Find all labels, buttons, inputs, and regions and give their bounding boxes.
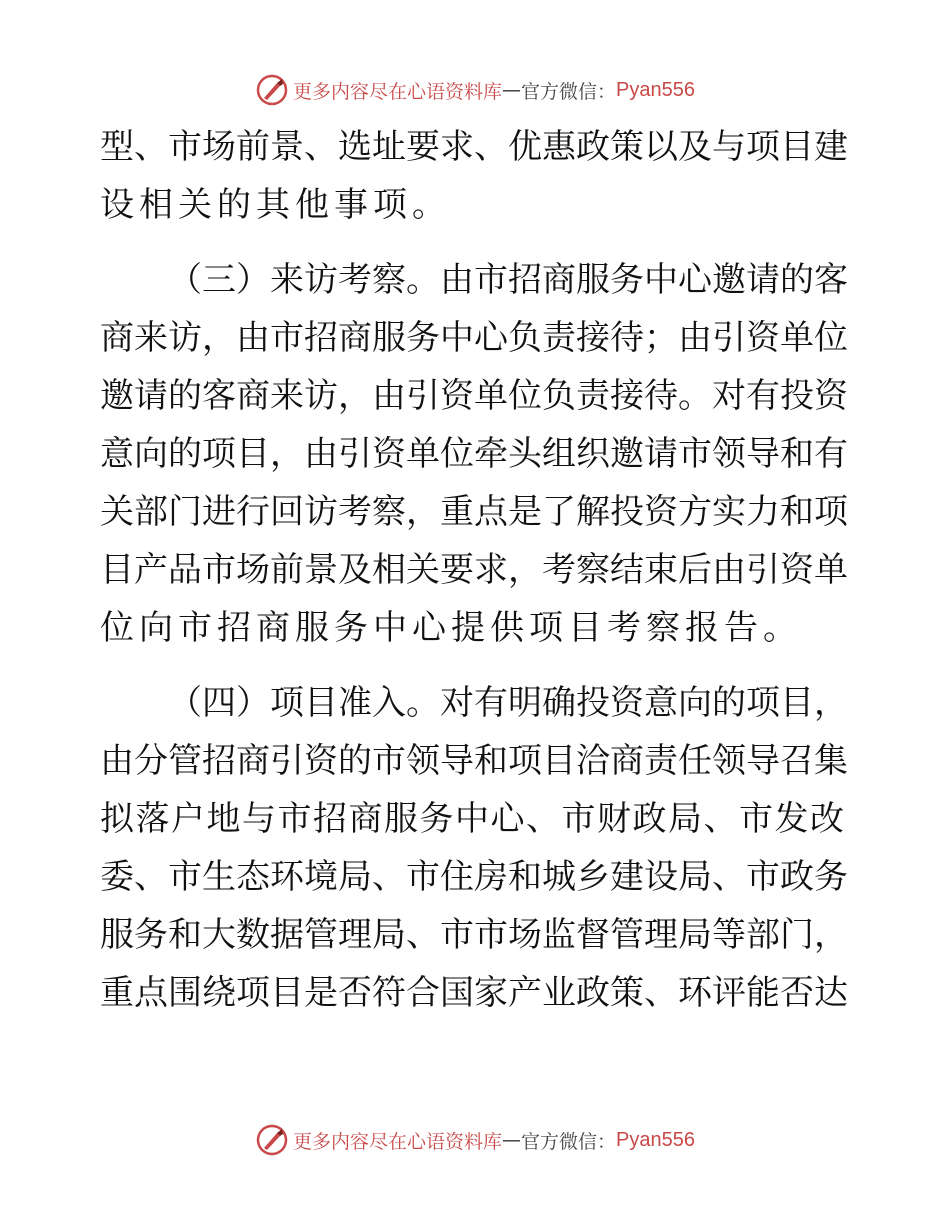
paragraph-project-access xyxy=(100,674,850,1022)
text-line: 商来访，由市招商服务中心负责接待；由引资单位 xyxy=(100,318,848,358)
watermark-dash: — xyxy=(502,79,522,101)
watermark-text: 更多内容尽在心语资料库 xyxy=(293,1130,503,1153)
quill-pen-logo-icon xyxy=(255,73,289,107)
text-line: 由分管招商引资的市领导和项目洽商责任领导召集 xyxy=(100,741,848,781)
paragraph-continuation xyxy=(100,118,850,234)
paragraph-visit-inspection xyxy=(100,251,850,657)
text-line: （四）项目准入。对有明确投资意向的项目， xyxy=(168,683,848,723)
text-line: 型、市场前景、选址要求、优惠政策以及与项目建 xyxy=(100,127,848,167)
text-line: 意向的项目，由引资单位牵头组织邀请市领导和有 xyxy=(100,434,848,474)
header-watermark xyxy=(0,73,950,107)
text-line: 服务和大数据管理局、市市场监督管理局等部门， xyxy=(100,915,848,955)
quill-pen-logo-icon xyxy=(255,1123,289,1157)
text-line: 重点围绕项目是否符合国家产业政策、环评能否达 xyxy=(100,973,848,1013)
watermark-label: 官方微信： xyxy=(521,80,617,103)
text-line: 拟落户地与市招商服务中心、市财政局、市发改 xyxy=(100,799,846,839)
text-line: 邀请的客商来访，由引资单位负责接待。对有投资 xyxy=(100,376,848,416)
text-line: 委、市生态环境局、市住房和城乡建设局、市政务 xyxy=(100,857,848,897)
text-line: 关部门进行回访考察，重点是了解投资方实力和项 xyxy=(100,492,848,532)
watermark-text: 更多内容尽在心语资料库 xyxy=(293,80,503,103)
text-line: （三）来访考察。由市招商服务中心邀请的客 xyxy=(168,260,848,300)
watermark-wechat-id: Pyan556 xyxy=(616,78,695,101)
text-line: 位向市招商服务中心提供项目考察报告。 xyxy=(100,608,802,648)
text-line: 设相关的其他事项。 xyxy=(100,185,451,225)
footer-watermark xyxy=(0,1123,950,1157)
watermark-wechat-id: Pyan556 xyxy=(616,1128,695,1151)
watermark-label: 官方微信： xyxy=(521,1130,617,1153)
document-body xyxy=(100,118,850,1022)
text-line: 目产品市场前景及相关要求，考察结束后由引资单 xyxy=(100,550,848,590)
watermark-dash: — xyxy=(502,1129,522,1151)
